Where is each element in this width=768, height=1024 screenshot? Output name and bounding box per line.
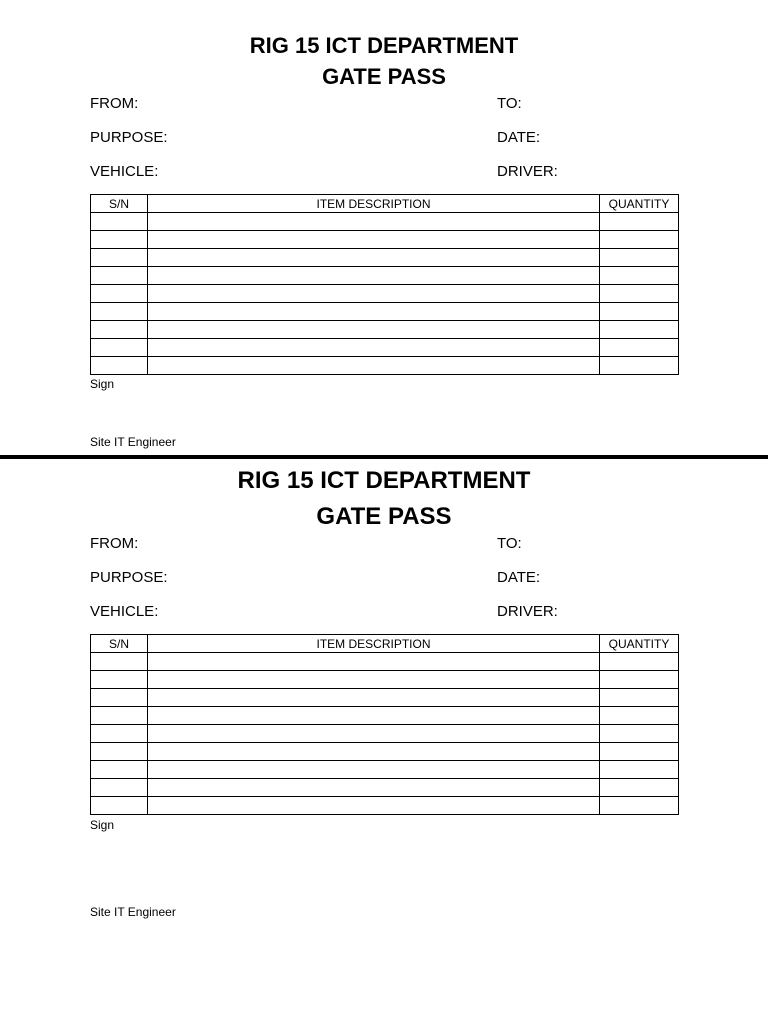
- table-row: [91, 743, 679, 761]
- sn-cell[interactable]: [91, 213, 148, 231]
- sn-cell[interactable]: [91, 285, 148, 303]
- sn-cell[interactable]: [91, 357, 148, 375]
- table-header-row: [91, 195, 679, 213]
- sn-cell[interactable]: [91, 267, 148, 285]
- table-row: [91, 267, 679, 285]
- quantity-cell[interactable]: [600, 689, 679, 707]
- signatory-label: Site IT Engineer: [90, 435, 176, 449]
- sn-cell[interactable]: [91, 779, 148, 797]
- sn-cell[interactable]: [91, 321, 148, 339]
- form-subtitle: GATE PASS: [322, 64, 446, 89]
- driver-label: DRIVER:: [497, 163, 558, 180]
- table-row: [91, 231, 679, 249]
- vehicle-label: VEHICLE:: [90, 163, 159, 180]
- form-subtitle: GATE PASS: [316, 503, 452, 530]
- quantity-cell[interactable]: [600, 231, 679, 249]
- item-description-cell[interactable]: [148, 779, 600, 797]
- item-description-cell[interactable]: [148, 213, 600, 231]
- item-description-cell[interactable]: [148, 653, 600, 671]
- quantity-cell[interactable]: [600, 303, 679, 321]
- table-row: [91, 357, 679, 375]
- item-description-cell[interactable]: [148, 743, 600, 761]
- table-row: [91, 779, 679, 797]
- quantity-cell[interactable]: [600, 797, 679, 815]
- table-row: [91, 653, 679, 671]
- item-description-cell[interactable]: [148, 357, 600, 375]
- from-label: FROM:: [90, 95, 139, 112]
- quantity-cell[interactable]: [600, 761, 679, 779]
- sn-cell[interactable]: [91, 707, 148, 725]
- quantity-cell[interactable]: [600, 725, 679, 743]
- sign-label: Sign: [90, 818, 115, 832]
- items-table: [90, 634, 679, 815]
- form-title: RIG 15 ICT DEPARTMENT: [237, 467, 531, 494]
- item-description-cell[interactable]: [148, 707, 600, 725]
- item-description-cell[interactable]: [148, 689, 600, 707]
- sign-label: Sign: [90, 377, 115, 391]
- quantity-cell[interactable]: [600, 707, 679, 725]
- vehicle-label: VEHICLE:: [90, 603, 159, 620]
- quantity-cell[interactable]: [600, 671, 679, 689]
- item-description-cell[interactable]: [148, 231, 600, 249]
- date-label: DATE:: [497, 569, 541, 586]
- item-description-header: ITEM DESCRIPTION: [148, 635, 600, 653]
- cut-divider: [0, 455, 768, 459]
- table-row: [91, 671, 679, 689]
- quantity-cell[interactable]: [600, 249, 679, 267]
- table-row: [91, 339, 679, 357]
- table-row: [91, 249, 679, 267]
- items-table: [90, 194, 679, 375]
- sn-cell[interactable]: [91, 339, 148, 357]
- table-row: [91, 761, 679, 779]
- item-description-cell[interactable]: [148, 249, 600, 267]
- form-title: RIG 15 ICT DEPARTMENT: [249, 33, 519, 58]
- sn-cell[interactable]: [91, 743, 148, 761]
- table-row: [91, 689, 679, 707]
- quantity-cell[interactable]: [600, 285, 679, 303]
- quantity-cell[interactable]: [600, 321, 679, 339]
- sn-cell[interactable]: [91, 249, 148, 267]
- table-row: [91, 285, 679, 303]
- quantity-cell[interactable]: [600, 267, 679, 285]
- sn-cell[interactable]: [91, 303, 148, 321]
- table-row: [91, 303, 679, 321]
- table-row: [91, 321, 679, 339]
- purpose-label: PURPOSE:: [90, 129, 168, 146]
- sn-header: S/N: [91, 195, 148, 213]
- quantity-cell[interactable]: [600, 339, 679, 357]
- to-label: TO:: [497, 95, 522, 112]
- quantity-cell[interactable]: [600, 653, 679, 671]
- item-description-cell[interactable]: [148, 797, 600, 815]
- item-description-cell[interactable]: [148, 303, 600, 321]
- sn-cell[interactable]: [91, 761, 148, 779]
- quantity-header: QUANTITY: [600, 635, 679, 653]
- quantity-cell[interactable]: [600, 213, 679, 231]
- quantity-cell[interactable]: [600, 779, 679, 797]
- item-description-cell[interactable]: [148, 339, 600, 357]
- to-label: TO:: [497, 535, 522, 552]
- sn-cell[interactable]: [91, 797, 148, 815]
- quantity-header: QUANTITY: [600, 195, 679, 213]
- from-label: FROM:: [90, 535, 139, 552]
- item-description-cell[interactable]: [148, 321, 600, 339]
- table-header-row: [91, 635, 679, 653]
- table-row: [91, 797, 679, 815]
- sn-header: S/N: [91, 635, 148, 653]
- quantity-cell[interactable]: [600, 357, 679, 375]
- sn-cell[interactable]: [91, 231, 148, 249]
- signatory-label: Site IT Engineer: [90, 905, 176, 919]
- table-row: [91, 707, 679, 725]
- gate-pass-bottom: [0, 460, 768, 1024]
- item-description-cell[interactable]: [148, 285, 600, 303]
- item-description-cell[interactable]: [148, 671, 600, 689]
- sn-cell[interactable]: [91, 725, 148, 743]
- gate-pass-top: [0, 0, 768, 455]
- item-description-cell[interactable]: [148, 267, 600, 285]
- quantity-cell[interactable]: [600, 743, 679, 761]
- table-row: [91, 725, 679, 743]
- item-description-header: ITEM DESCRIPTION: [148, 195, 600, 213]
- driver-label: DRIVER:: [497, 603, 558, 620]
- sn-cell[interactable]: [91, 653, 148, 671]
- item-description-cell[interactable]: [148, 761, 600, 779]
- date-label: DATE:: [497, 129, 541, 146]
- item-description-cell[interactable]: [148, 725, 600, 743]
- purpose-label: PURPOSE:: [90, 569, 168, 586]
- sn-cell[interactable]: [91, 689, 148, 707]
- table-row: [91, 213, 679, 231]
- sn-cell[interactable]: [91, 671, 148, 689]
